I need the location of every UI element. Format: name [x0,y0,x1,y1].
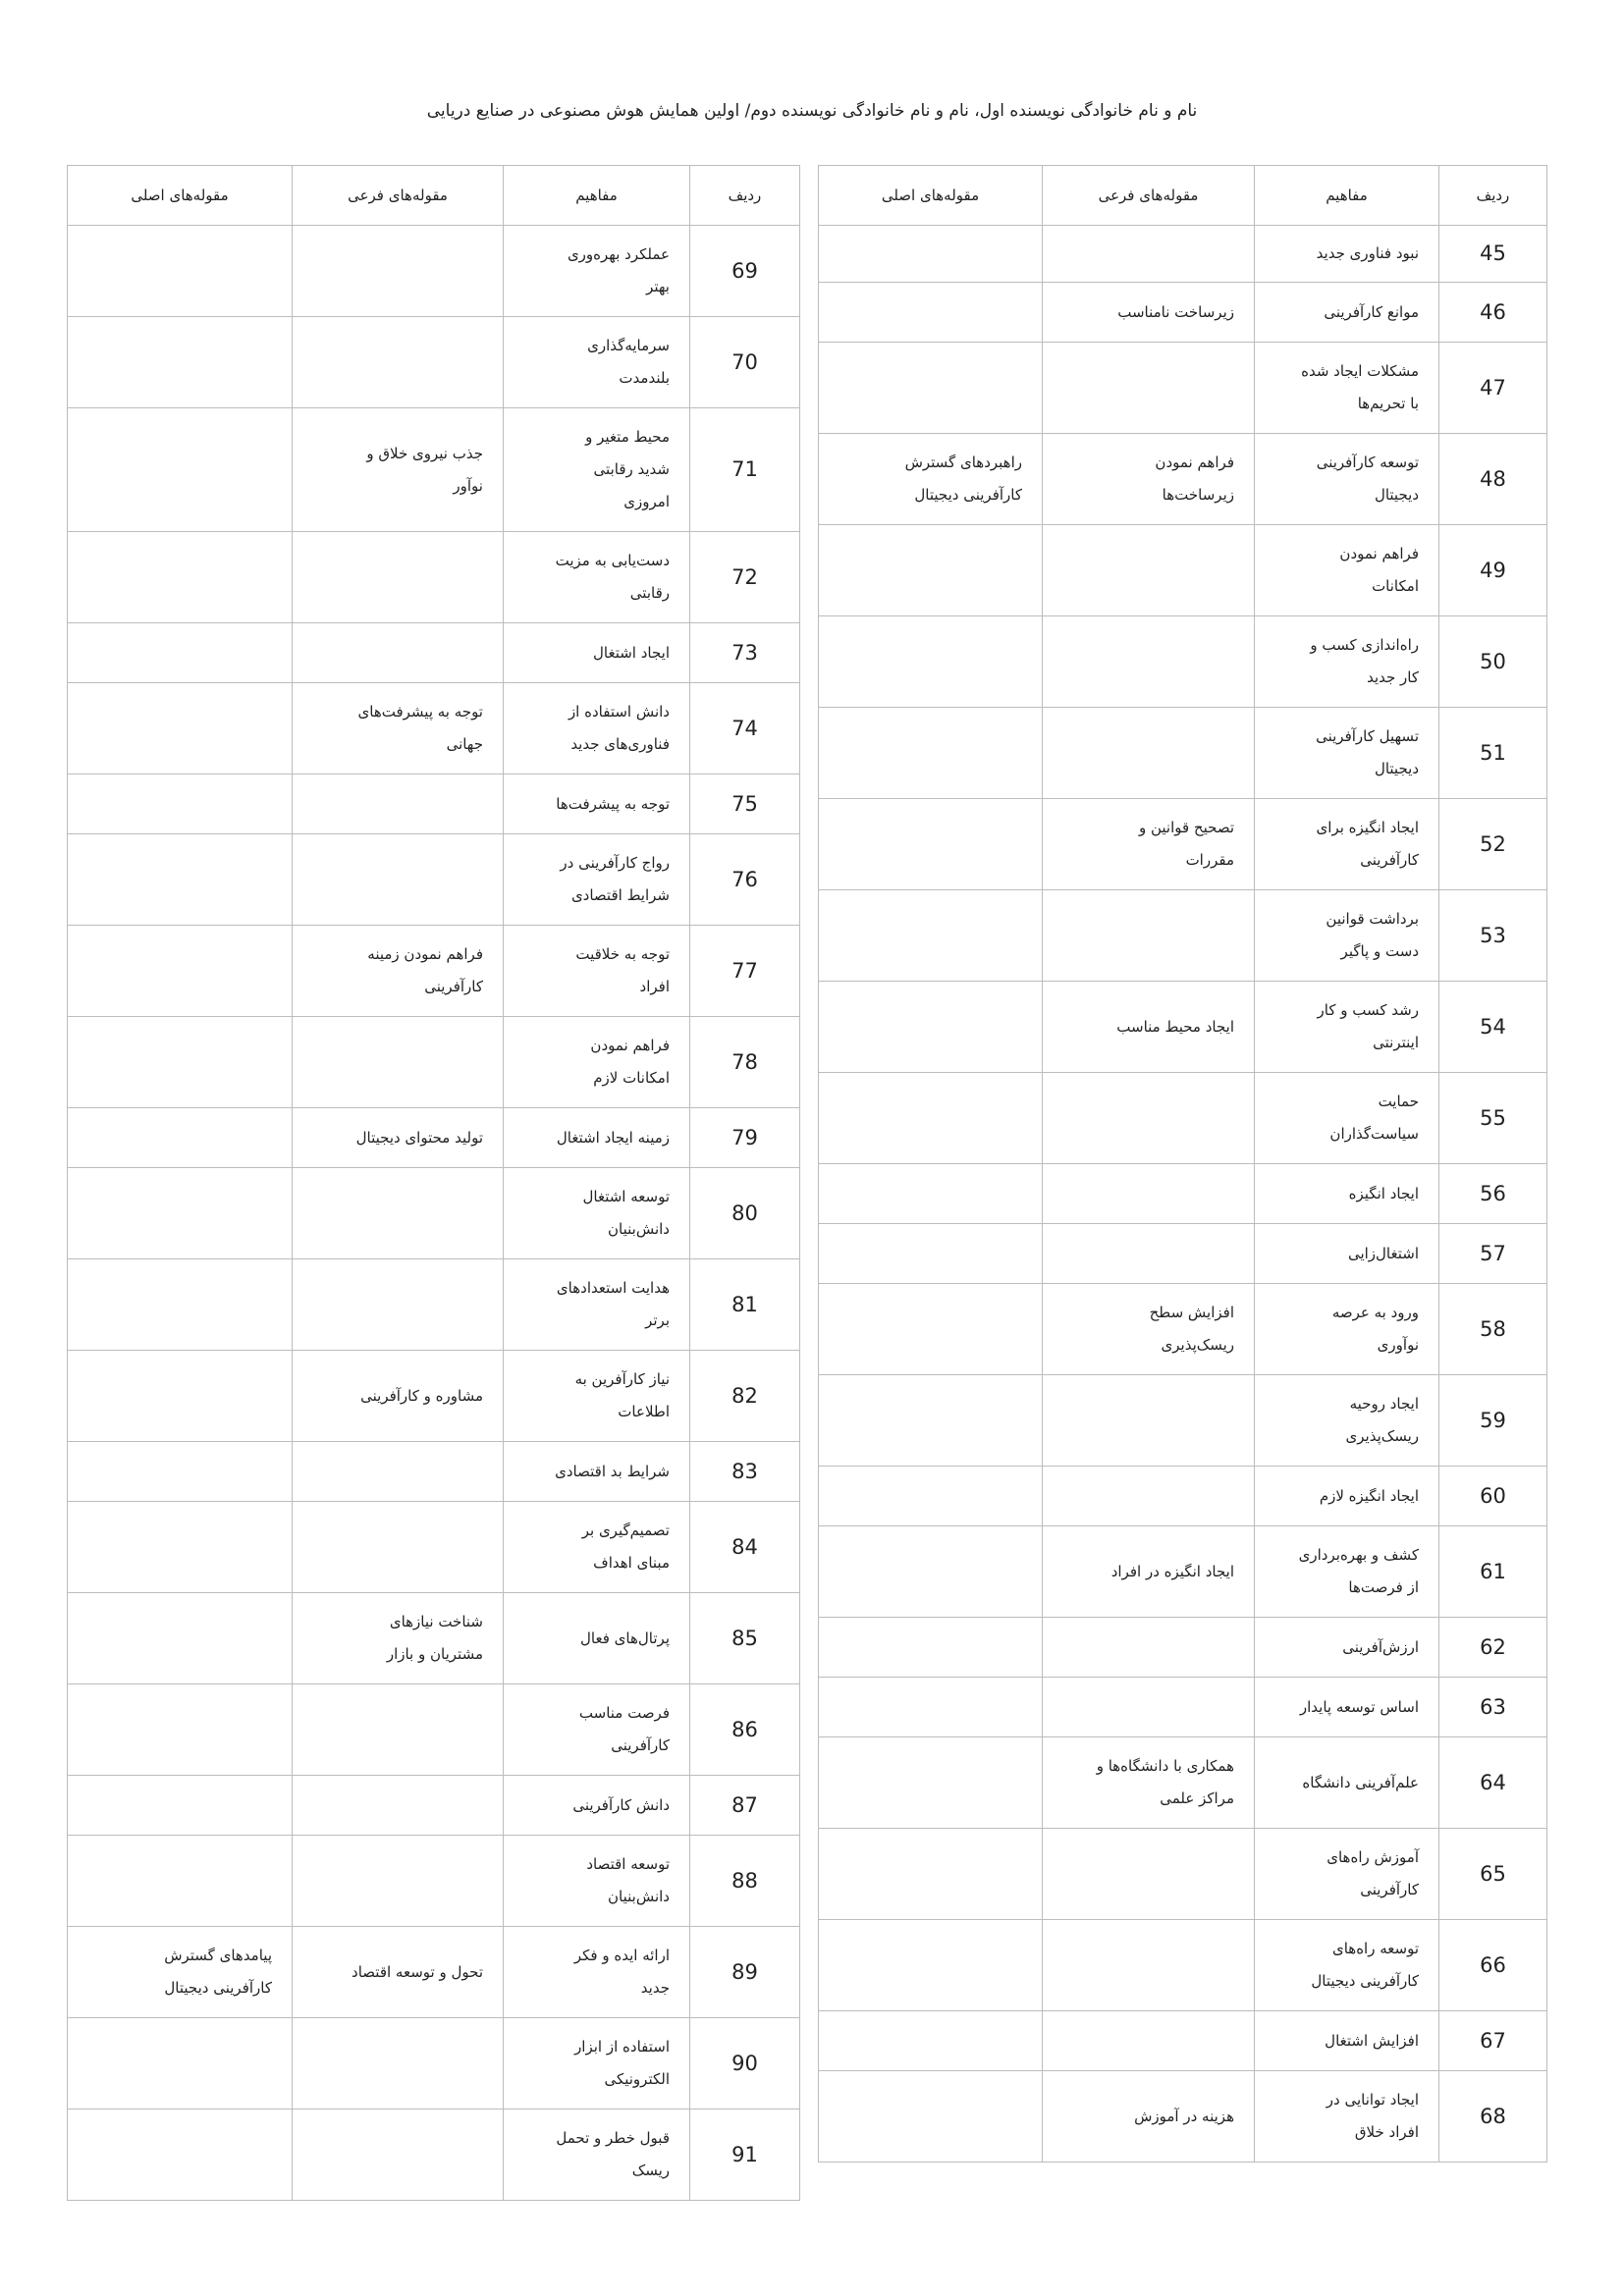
sub-category-cell [1043,708,1255,799]
table-row [819,616,1547,708]
row-number-cell: 90 [690,2018,800,2109]
row-number-cell: 62 [1439,1618,1547,1678]
table-row [819,799,1547,890]
row-number-cell: 66 [1439,1920,1547,2011]
concept-cell: توسعه راه‌های کارآفرینی دیجیتال [1255,1920,1439,2011]
main-category-cell [819,1284,1043,1375]
sub-category-cell [293,1776,504,1836]
row-number-cell: 79 [690,1108,800,1168]
concept-cell: توجه به پیشرفت‌ها [504,774,690,834]
sub-category-cell [293,623,504,683]
table-row [68,1259,800,1351]
concept-cell: دست‌یابی به مزیت رقابتی [504,532,690,623]
row-number-cell: 53 [1439,890,1547,982]
main-category-cell [68,774,293,834]
sub-category-cell [1043,1618,1255,1678]
row-number-cell: 51 [1439,708,1547,799]
row-number-cell: 88 [690,1836,800,1927]
table-left-body [68,226,800,2201]
table-row [819,1073,1547,1164]
concept-cell: برداشت قوانین دست و پاگیر [1255,890,1439,982]
concept-cell: محیط متغیر و شدید رقابتی امروزی [504,408,690,532]
sub-category-cell: همکاری با دانشگاه‌ها و مراکز علمی [1043,1737,1255,1829]
row-number-cell: 47 [1439,343,1547,434]
row-number-cell: 56 [1439,1164,1547,1224]
main-category-cell [819,1737,1043,1829]
sub-category-cell: تولید محتوای دیجیتال [293,1108,504,1168]
concept-cell: تسهیل کارآفرینی دیجیتال [1255,708,1439,799]
concept-cell: ورود به عرصه نوآوری [1255,1284,1439,1375]
main-category-cell: پیامدهای گسترش کارآفرینی دیجیتال [68,1927,293,2018]
row-number-cell: 55 [1439,1073,1547,1164]
row-number-cell: 86 [690,1684,800,1776]
concept-cell: شرایط بد اقتصادی [504,1442,690,1502]
table-row [819,1678,1547,1737]
table-row [819,1526,1547,1618]
sub-category-cell [1043,1224,1255,1284]
main-category-cell [68,1684,293,1776]
sub-category-cell [293,532,504,623]
running-header: نام و نام خانوادگی نویسنده اول، نام و نام خانوادگی نویسنده دوم/ اولین همایش هوش مصنوعی در صنایع دریایی [426,101,1198,121]
row-number-cell: 80 [690,1168,800,1259]
row-number-cell: 58 [1439,1284,1547,1375]
table-row [819,982,1547,1073]
main-category-cell [819,708,1043,799]
main-category-cell [819,799,1043,890]
concept-cell: توسعه کارآفرینی دیجیتال [1255,434,1439,525]
sub-category-cell: تصحیح قوانین و مقررات [1043,799,1255,890]
table-row [819,525,1547,616]
concept-cell: ایجاد انگیزه برای کارآفرینی [1255,799,1439,890]
concept-cell: زمینه ایجاد اشتغال [504,1108,690,1168]
main-category-cell [68,1017,293,1108]
sub-category-cell [1043,1073,1255,1164]
table-row [819,2011,1547,2071]
sub-category-cell: جذب نیروی خلاق و نوآور [293,408,504,532]
concept-cell: آموزش راه‌های کارآفرینی [1255,1829,1439,1920]
sub-category-cell: هزینه در آموزش [1043,2071,1255,2163]
table-row [68,1776,800,1836]
concept-cell: ایجاد اشتغال [504,623,690,683]
concept-cell: پرتال‌های فعال [504,1593,690,1684]
concept-cell: توجه به خلاقیت افراد [504,926,690,1017]
sub-category-cell [293,2018,504,2109]
row-number-cell: 72 [690,532,800,623]
concept-cell: افزایش اشتغال [1255,2011,1439,2071]
main-category-cell [819,1618,1043,1678]
row-number-cell: 74 [690,683,800,774]
main-category-cell: راهبردهای گسترش کارآفرینی دیجیتال [819,434,1043,525]
concept-cell: هدایت استعدادهای برتر [504,1259,690,1351]
row-number-cell: 76 [690,834,800,926]
concept-cell: کشف و بهره‌برداری از فرصت‌ها [1255,1526,1439,1618]
sub-category-cell [1043,1375,1255,1467]
table-left [67,165,800,2201]
table-row [68,1017,800,1108]
main-category-cell [68,1502,293,1593]
col-header-main-categories: مقوله‌های اصلی [819,166,1043,226]
main-category-cell [819,1920,1043,2011]
table-row [68,532,800,623]
table-row [819,343,1547,434]
table-row [819,708,1547,799]
table-row [68,1168,800,1259]
main-category-cell [68,2018,293,2109]
sub-category-cell: زیرساخت نامناسب [1043,283,1255,343]
row-number-cell: 83 [690,1442,800,1502]
concept-cell: تصمیم‌گیری بر مبنای اهداف [504,1502,690,1593]
sub-category-cell [293,317,504,408]
main-category-cell [819,1526,1043,1618]
sub-category-cell [1043,1467,1255,1526]
row-number-cell: 64 [1439,1737,1547,1829]
table-row [68,683,800,774]
sub-category-cell [1043,2011,1255,2071]
main-category-cell [819,1164,1043,1224]
row-number-cell: 46 [1439,283,1547,343]
concept-cell: فراهم نمودن امکانات لازم [504,1017,690,1108]
sub-category-cell [293,1836,504,1927]
main-category-cell [819,1224,1043,1284]
main-category-cell [68,623,293,683]
sub-category-cell [1043,1164,1255,1224]
sub-category-cell: افزایش سطح ریسک‌پذیری [1043,1284,1255,1375]
concept-cell: رواج کارآفرینی در شرایط اقتصادی [504,834,690,926]
table-row [68,774,800,834]
row-number-cell: 50 [1439,616,1547,708]
main-category-cell [819,1073,1043,1164]
concept-cell: ارزش‌آفرینی [1255,1618,1439,1678]
concept-cell: سرمایه‌گذاری بلندمدت [504,317,690,408]
concept-cell: مشکلات ایجاد شده با تحریم‌ها [1255,343,1439,434]
main-category-cell [68,1108,293,1168]
row-number-cell: 81 [690,1259,800,1351]
table-row [68,1836,800,1927]
main-category-cell [819,1375,1043,1467]
sub-category-cell: تحول و توسعه اقتصاد [293,1927,504,2018]
col-header-concepts: مفاهیم [504,166,690,226]
main-category-cell [819,343,1043,434]
table-row [68,926,800,1017]
sub-category-cell [293,226,504,317]
table-row [68,1351,800,1442]
sub-category-cell: شناخت نیازهای مشتریان و بازار [293,1593,504,1684]
concept-cell: موانع کارآفرینی [1255,283,1439,343]
main-category-cell [819,1829,1043,1920]
table-row [819,1467,1547,1526]
row-number-cell: 75 [690,774,800,834]
sub-category-cell [1043,1920,1255,2011]
table-row [819,1284,1547,1375]
main-category-cell [68,683,293,774]
row-number-cell: 61 [1439,1526,1547,1618]
sub-category-cell: ایجاد محیط مناسب [1043,982,1255,1073]
concept-cell: اشتغال‌زایی [1255,1224,1439,1284]
table-row [819,890,1547,982]
concept-cell: علم‌آفرینی دانشگاه [1255,1737,1439,1829]
row-number-cell: 68 [1439,2071,1547,2163]
sub-category-cell [1043,890,1255,982]
sub-category-cell [293,2109,504,2201]
main-category-cell [68,317,293,408]
table-row [819,1224,1547,1284]
row-number-cell: 87 [690,1776,800,1836]
table-row [819,434,1547,525]
sub-category-cell [293,1684,504,1776]
row-number-cell: 49 [1439,525,1547,616]
main-category-cell [68,1776,293,1836]
concept-cell: عملکرد بهره‌وری بهتر [504,226,690,317]
row-number-cell: 63 [1439,1678,1547,1737]
concept-cell: ایجاد توانایی در افراد خلاق [1255,2071,1439,2163]
sub-category-cell [293,1168,504,1259]
main-category-cell [68,1259,293,1351]
concept-cell: توسعه اشتغال دانش‌بنیان [504,1168,690,1259]
table-row [68,1593,800,1684]
main-category-cell [68,408,293,532]
concept-cell: فراهم نمودن امکانات [1255,525,1439,616]
table-row [68,226,800,317]
table-row [68,1108,800,1168]
row-number-cell: 84 [690,1502,800,1593]
row-number-cell: 89 [690,1927,800,2018]
table-row [68,834,800,926]
concept-cell: نیاز کارآفرین به اطلاعات [504,1351,690,1442]
col-header-sub-categories: مقوله‌های فرعی [293,166,504,226]
table-row [68,408,800,532]
main-category-cell [68,1593,293,1684]
table-row [819,1375,1547,1467]
sub-category-cell: فراهم نمودن زیرساخت‌ها [1043,434,1255,525]
main-category-cell [819,2071,1043,2163]
table-row [68,2018,800,2109]
row-number-cell: 82 [690,1351,800,1442]
table-row [68,1684,800,1776]
main-category-cell [68,2109,293,2201]
col-header-row-no: ردیف [690,166,800,226]
table-row [819,1618,1547,1678]
table-header-row [68,166,800,226]
table-row [68,1502,800,1593]
row-number-cell: 65 [1439,1829,1547,1920]
table-row [68,317,800,408]
row-number-cell: 85 [690,1593,800,1684]
main-category-cell [819,1467,1043,1526]
concept-cell: حمایت سیاست‌گذاران [1255,1073,1439,1164]
table-right [818,165,1547,2163]
sub-category-cell [293,1259,504,1351]
sub-category-cell [1043,525,1255,616]
row-number-cell: 52 [1439,799,1547,890]
row-number-cell: 69 [690,226,800,317]
main-category-cell [819,226,1043,283]
col-header-concepts: مفاهیم [1255,166,1439,226]
main-category-cell [68,926,293,1017]
row-number-cell: 48 [1439,434,1547,525]
row-number-cell: 59 [1439,1375,1547,1467]
sub-category-cell: فراهم نمودن زمینه کارآفرینی [293,926,504,1017]
concept-cell: قبول خطر و تحمل ریسک [504,2109,690,2201]
main-category-cell [68,532,293,623]
sub-category-cell [1043,616,1255,708]
main-category-cell [819,525,1043,616]
table-row [819,2071,1547,2163]
row-number-cell: 70 [690,317,800,408]
sub-category-cell: ایجاد انگیزه در افراد [1043,1526,1255,1618]
main-category-cell [68,1168,293,1259]
row-number-cell: 73 [690,623,800,683]
concept-cell: راه‌اندازی کسب و کار جدید [1255,616,1439,708]
main-category-cell [819,1678,1043,1737]
table-row [819,226,1547,283]
table-row [819,1737,1547,1829]
table-row [68,623,800,683]
table-row [819,1829,1547,1920]
main-category-cell [819,283,1043,343]
main-category-cell [68,226,293,317]
sub-category-cell [293,774,504,834]
sub-category-cell [293,1502,504,1593]
concept-cell: اساس توسعه پایدار [1255,1678,1439,1737]
table-row [819,1164,1547,1224]
main-category-cell [819,616,1043,708]
concept-cell: نبود فناوری جدید [1255,226,1439,283]
concept-cell: دانش کارآفرینی [504,1776,690,1836]
sub-category-cell [1043,226,1255,283]
sub-category-cell [293,1442,504,1502]
concept-cell: رشد کسب و کار اینترنتی [1255,982,1439,1073]
table-row [819,1920,1547,2011]
col-header-sub-categories: مقوله‌های فرعی [1043,166,1255,226]
row-number-cell: 78 [690,1017,800,1108]
sub-category-cell [293,1017,504,1108]
row-number-cell: 67 [1439,2011,1547,2071]
sub-category-cell [293,834,504,926]
table-right-body [819,226,1547,2163]
row-number-cell: 60 [1439,1467,1547,1526]
row-number-cell: 54 [1439,982,1547,1073]
table-row [68,1927,800,2018]
table-row [819,283,1547,343]
row-number-cell: 77 [690,926,800,1017]
sub-category-cell [1043,343,1255,434]
row-number-cell: 57 [1439,1224,1547,1284]
sub-category-cell: توجه به پیشرفت‌های جهانی [293,683,504,774]
sub-category-cell: مشاوره و کارآفرینی [293,1351,504,1442]
row-number-cell: 45 [1439,226,1547,283]
main-category-cell [68,1351,293,1442]
sub-category-cell [1043,1829,1255,1920]
concept-cell: فرصت مناسب کارآفرینی [504,1684,690,1776]
concept-cell: استفاده از ابزار الکترونیکی [504,2018,690,2109]
table-row [68,1442,800,1502]
main-category-cell [819,982,1043,1073]
main-category-cell [68,1836,293,1927]
concept-cell: ایجاد انگیزه [1255,1164,1439,1224]
main-category-cell [819,890,1043,982]
main-category-cell [68,1442,293,1502]
sub-category-cell [1043,1678,1255,1737]
main-category-cell [819,2011,1043,2071]
row-number-cell: 71 [690,408,800,532]
table-header-row [819,166,1547,226]
row-number-cell: 91 [690,2109,800,2201]
col-header-main-categories: مقوله‌های اصلی [68,166,293,226]
concept-cell: توسعه اقتصاد دانش‌بنیان [504,1836,690,1927]
table-row [68,2109,800,2201]
col-header-row-no: ردیف [1439,166,1547,226]
concept-cell: دانش استفاده از فناوری‌های جدید [504,683,690,774]
main-category-cell [68,834,293,926]
concept-cell: ارائه ایده و فکر جدید [504,1927,690,2018]
concept-cell: ایجاد روحیه ریسک‌پذیری [1255,1375,1439,1467]
concept-cell: ایجاد انگیزه لازم [1255,1467,1439,1526]
